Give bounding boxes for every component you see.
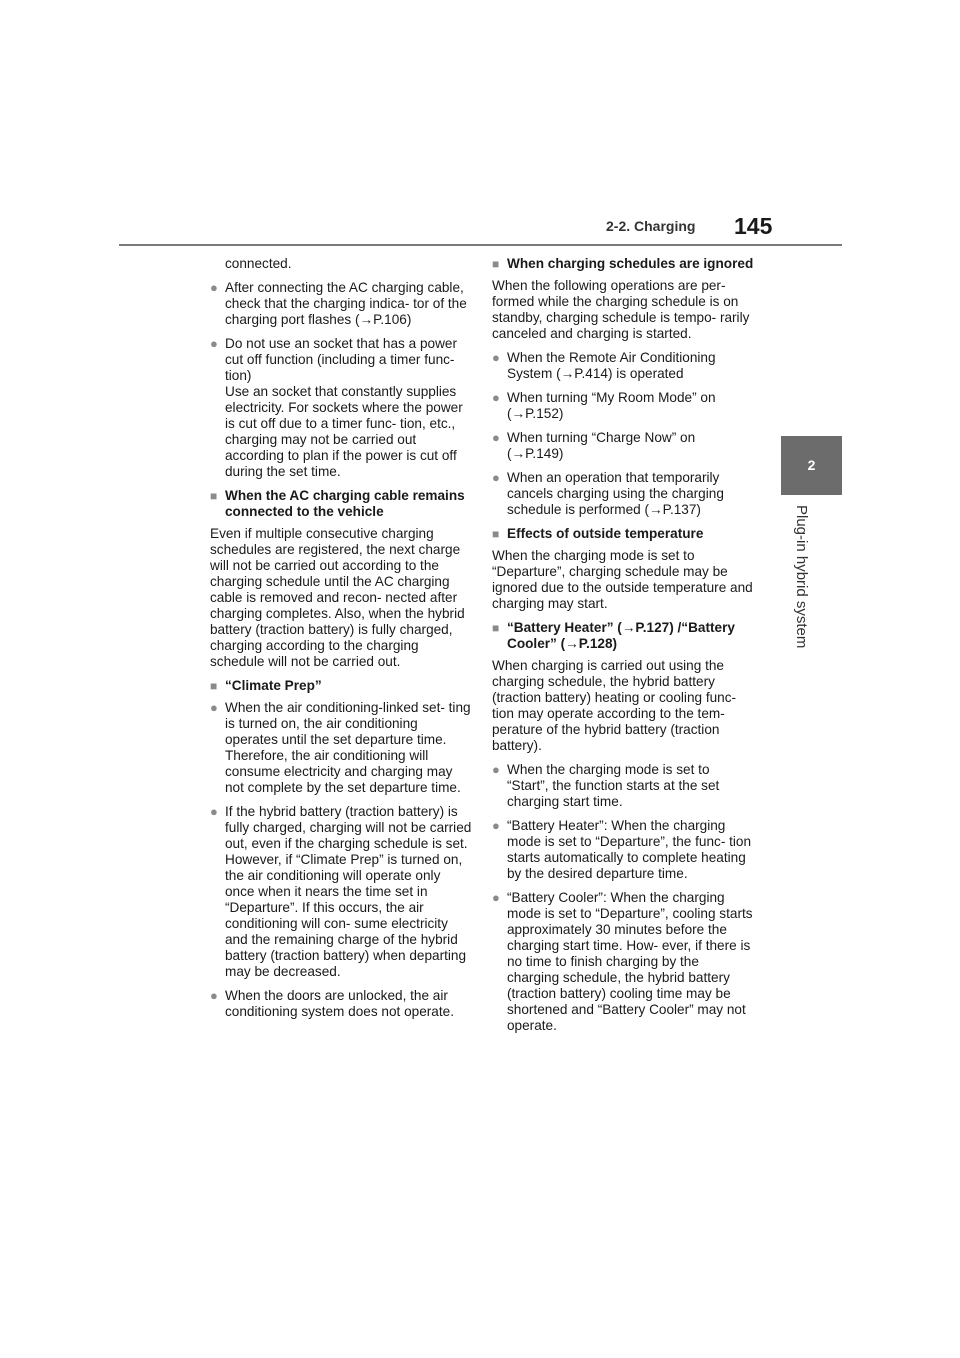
bullet-icon: ● bbox=[210, 804, 218, 819]
bullet-icon: ● bbox=[492, 430, 500, 445]
list-item-text: “Battery Cooler”: When the charging mode is set to “Departure”, cooling starts approximately 30 minutes before the charging start time. How- ever, if there is no time to finish charging by the charging schedule, the hybrid battery (traction battery) cooling time may be shortened and “Battery Cooler” may not operate. bbox=[507, 890, 753, 1033]
square-bullet-icon: ■ bbox=[210, 679, 218, 693]
list-item-text: When the doors are unlocked, the air conditioning system does not operate. bbox=[225, 988, 454, 1019]
square-bullet-icon: ■ bbox=[210, 489, 218, 503]
heading-text: “Climate Prep” bbox=[225, 678, 322, 693]
heading-text: When charging schedules are ignored bbox=[507, 256, 754, 271]
section-heading bbox=[492, 256, 754, 272]
paragraph: Even if multiple consecutive charging schedules are registered, the next charge will not be carried out according to the charging schedule until the AC charging cable is removed and recon- nected after charging completes. Also, when the hybrid battery (traction battery) is fully charged, charging according to the charging schedule will not be carried out. bbox=[210, 526, 465, 669]
paragraph: When the charging mode is set to “Departure”, charging schedule may be ignored due to the outside temperature and charging may start. bbox=[492, 548, 753, 611]
list-item bbox=[492, 890, 754, 1034]
list-item bbox=[210, 280, 472, 328]
bullet-icon: ● bbox=[492, 762, 500, 777]
list-item-text: If the hybrid battery (traction battery) is fully charged, charging will not be carried out, even if the charging schedule is set. However, if “Climate Prep” is turned on, the air conditioning will operate only once when it nears the time set in “Departure”. If this occurs, the air conditioning will con- sume electricity and the remaining charge of the hybrid battery (traction battery) when departing may be decreased. bbox=[225, 804, 472, 979]
continued-text: connected. bbox=[225, 256, 292, 271]
section-title: 2-2. Charging bbox=[606, 218, 696, 234]
page-number: 145 bbox=[734, 213, 773, 239]
bullet-icon: ● bbox=[210, 988, 218, 1003]
bullet-icon: ● bbox=[492, 470, 500, 485]
list-item-text bbox=[225, 336, 472, 480]
list-item bbox=[492, 390, 754, 422]
list-item-text: “Battery Heater”: When the charging mode is set to “Departure”, the func- tion starts automatically to complete heating by the desired departure time. bbox=[507, 818, 752, 881]
chapter-number: 2 bbox=[807, 457, 816, 473]
chapter-tab[interactable] bbox=[781, 436, 842, 495]
list-item bbox=[492, 350, 754, 382]
bullet-icon: ● bbox=[492, 390, 500, 405]
bullet-icon: ● bbox=[492, 350, 500, 365]
left-column bbox=[210, 256, 472, 1028]
list-item bbox=[492, 818, 754, 882]
list-item-line: Use an socket that constantly supplies electricity. For sockets where the power is cut off due to a timer func- tion, etc., charging may not be carried out according to plan if the power is cut off during the set time. bbox=[225, 384, 463, 479]
heading-text: Effects of outside temperature bbox=[507, 526, 704, 541]
paragraph: When charging is carried out using the charging schedule, the hybrid battery (traction battery) heating or cooling func- tion may operate according to the tem- perature of the hybrid battery (traction battery). bbox=[492, 658, 737, 753]
list-item bbox=[492, 470, 754, 518]
bullet-icon: ● bbox=[492, 818, 500, 833]
section-heading bbox=[210, 678, 472, 694]
list-item-text: When turning “My Room Mode” on (→P.152) bbox=[507, 390, 716, 421]
section-heading bbox=[492, 620, 754, 652]
square-bullet-icon: ■ bbox=[492, 527, 500, 541]
list-item-text: When the air conditioning-linked set- ting is turned on, the air conditioning operates until the set departure time. Therefore, the air conditioning will consume electricity and charging may not complete by the set departure time. bbox=[225, 700, 471, 795]
list-item-line: Do not use an socket that has a power cut off function (including a timer func- tion) bbox=[225, 336, 457, 383]
chapter-label: Plug-in hybrid system bbox=[793, 505, 810, 649]
bullet-icon: ● bbox=[492, 890, 500, 905]
right-column bbox=[492, 256, 754, 1042]
heading-text: “Battery Heater” (→P.127) /“Battery Cooler” (→P.128) bbox=[507, 620, 735, 651]
list-item bbox=[492, 762, 754, 810]
list-item bbox=[210, 804, 472, 980]
section-heading bbox=[492, 526, 754, 542]
list-item-text: After connecting the AC charging cable, check that the charging indica- tor of the charging port flashes (→P.106) bbox=[225, 280, 467, 327]
list-item-text: When turning “Charge Now” on (→P.149) bbox=[507, 430, 696, 461]
list-item bbox=[492, 430, 754, 462]
square-bullet-icon: ■ bbox=[492, 621, 500, 635]
bullet-icon: ● bbox=[210, 700, 218, 715]
list-item-text: When the charging mode is set to “Start”, the function starts at the set charging start time. bbox=[507, 762, 720, 809]
list-item-text: When the Remote Air Conditioning System (→P.414) is operated bbox=[507, 350, 716, 381]
heading-text: When the AC charging cable remains connected to the vehicle bbox=[225, 488, 465, 519]
header-divider bbox=[119, 244, 842, 246]
square-bullet-icon: ■ bbox=[492, 257, 500, 271]
list-item-text: When an operation that temporarily cancels charging using the charging schedule is performed (→P.137) bbox=[507, 470, 724, 517]
list-item bbox=[210, 988, 472, 1020]
bullet-icon: ● bbox=[210, 280, 218, 295]
section-heading bbox=[210, 488, 472, 520]
paragraph: When the following operations are per- formed while the charging schedule is on standby, charging schedule is tempo- rarily canceled and charging is started. bbox=[492, 278, 750, 341]
bullet-icon: ● bbox=[210, 336, 218, 351]
list-item bbox=[210, 700, 472, 796]
list-item bbox=[210, 336, 472, 480]
